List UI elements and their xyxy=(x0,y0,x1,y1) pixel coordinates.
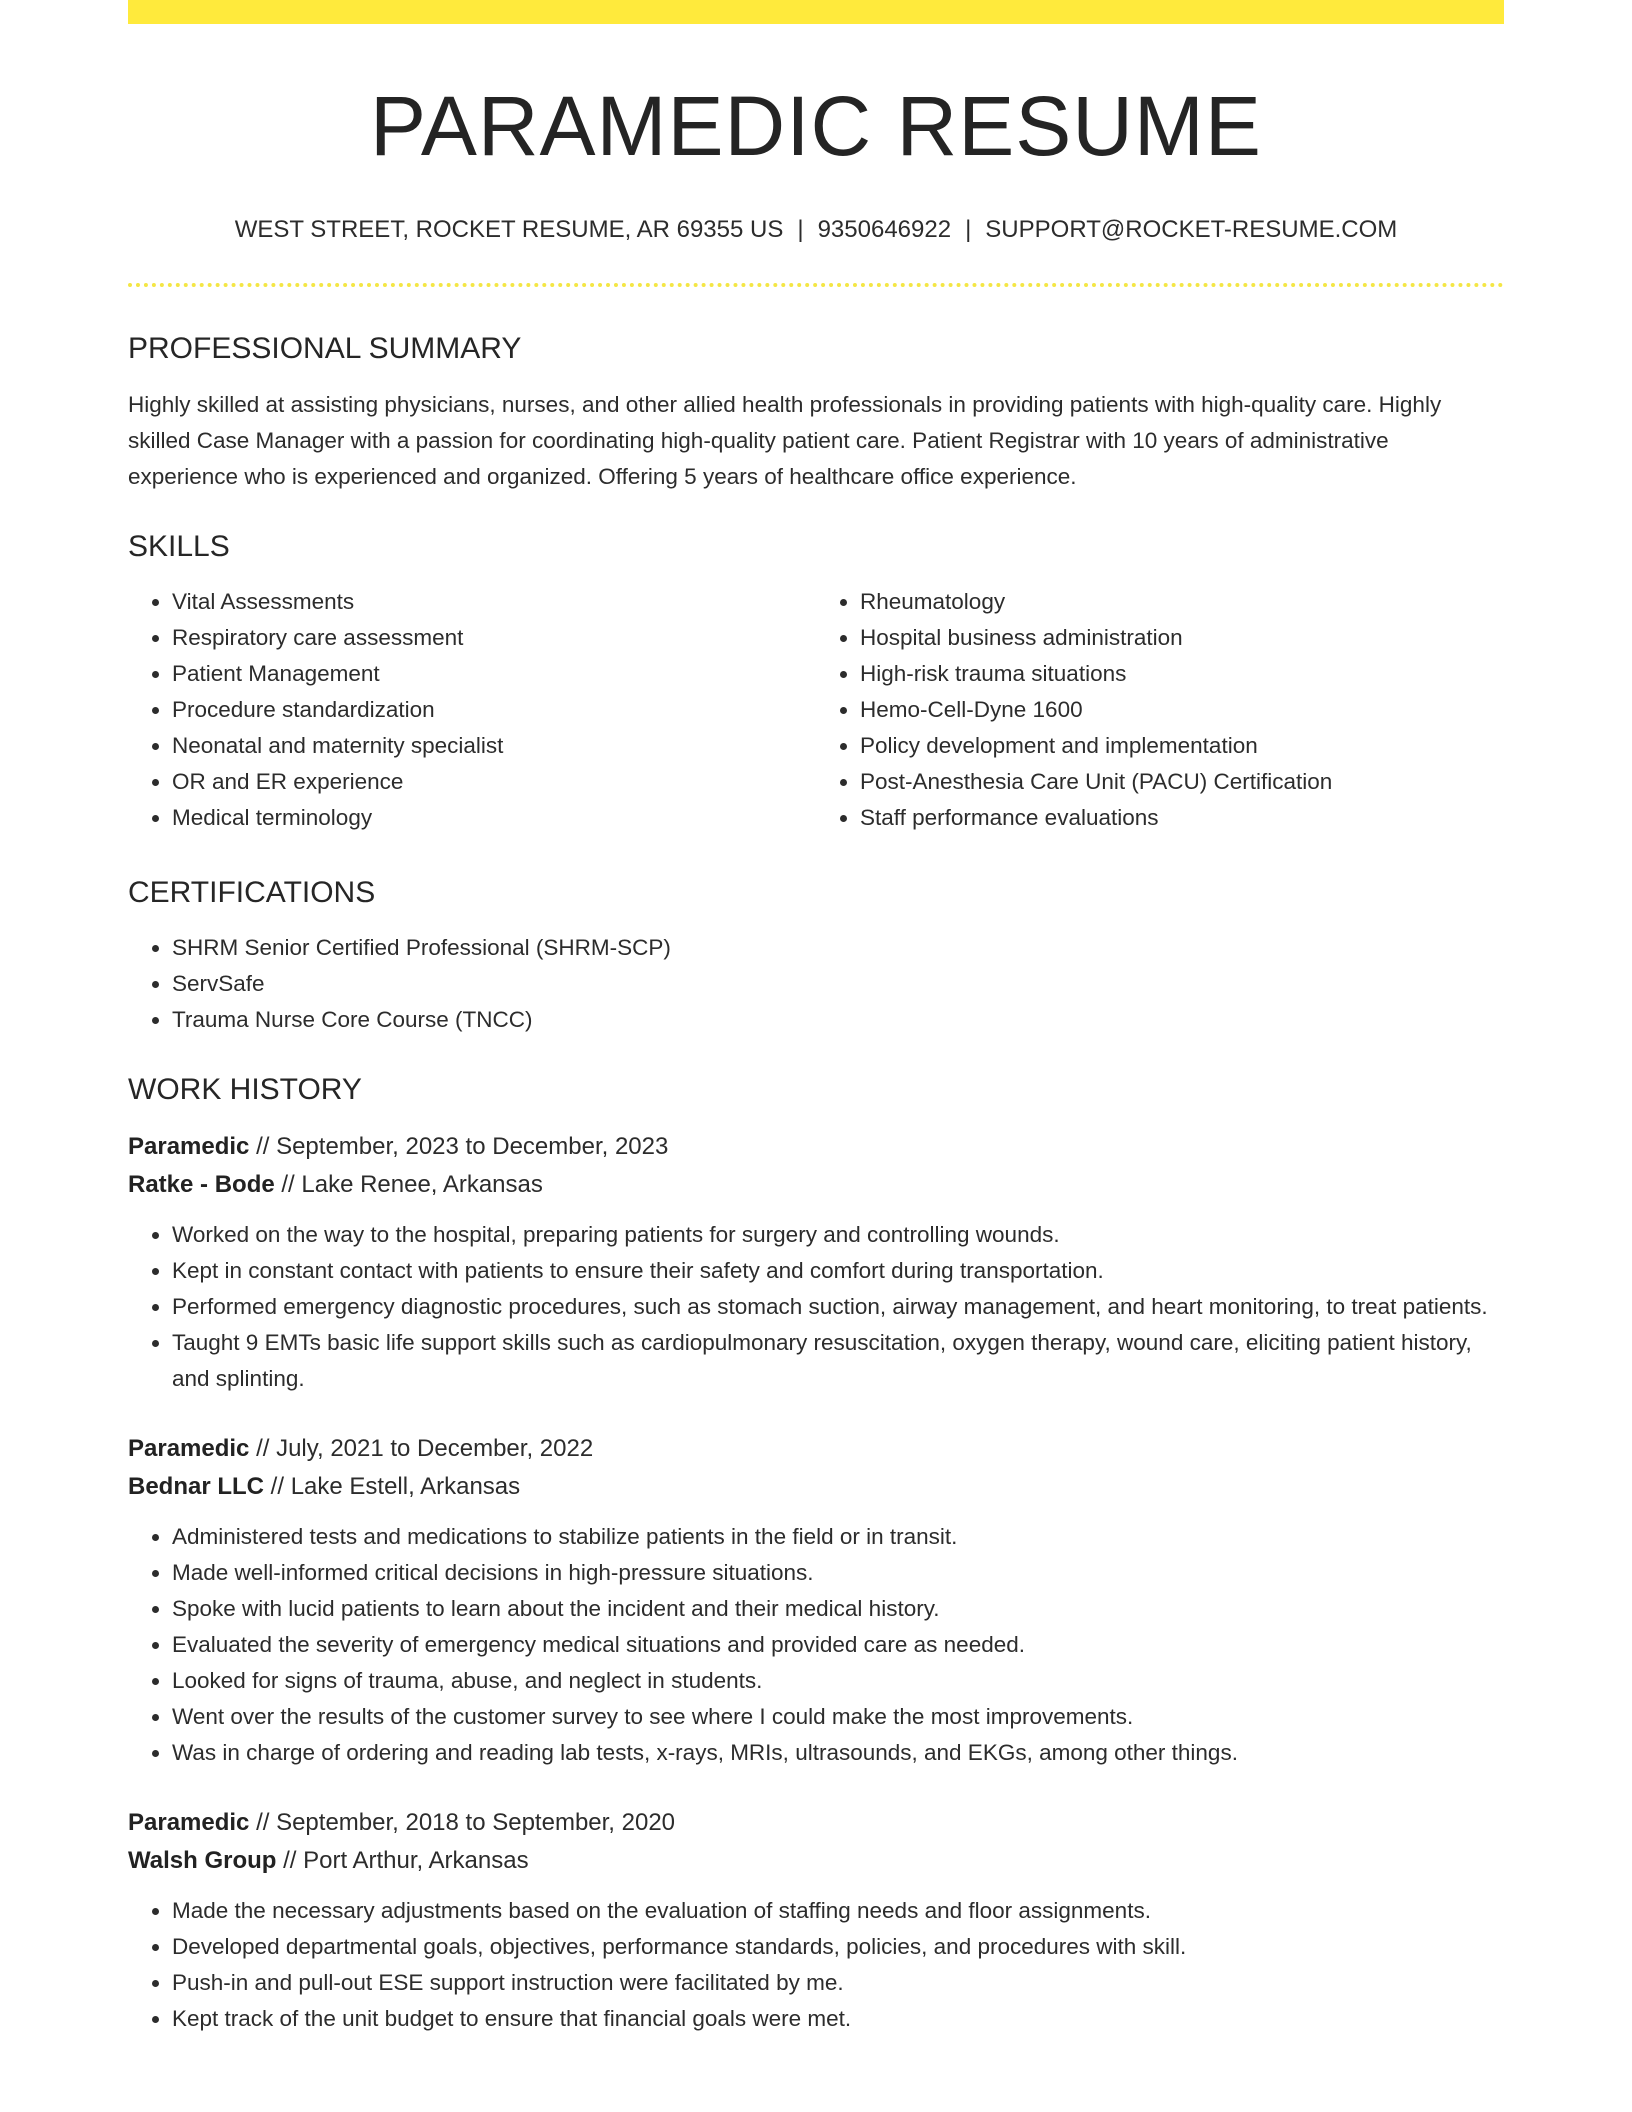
list-item: • Neonatal and maternity specialist xyxy=(172,728,816,764)
contact-separator: | xyxy=(965,216,972,243)
list-item: • Looked for signs of trauma, abuse, and neglect in students. xyxy=(172,1663,1504,1699)
job-entry xyxy=(128,1804,1504,2037)
job-dates: // September, 2018 to September, 2020 xyxy=(249,1809,676,1836)
list-item: • Staff performance evaluations xyxy=(860,800,1504,836)
list-item: • Procedure standardization xyxy=(172,692,816,728)
list-item: • Rheumatology xyxy=(860,584,1504,620)
job-company: Ratke - Bode xyxy=(128,1171,275,1198)
list-item: • Evaluated the severity of emergency medical situations and provided care as needed. xyxy=(172,1627,1504,1663)
list-item: • Was in charge of ordering and reading lab tests, x-rays, MRIs, ultrasounds, and EKGs, among other things. xyxy=(172,1735,1504,1771)
job-title: Paramedic xyxy=(128,1809,250,1836)
list-item: • Kept in constant contact with patients to ensure their safety and comfort during transportation. xyxy=(172,1253,1504,1289)
list-item: • OR and ER experience xyxy=(172,764,816,800)
list-item: • Worked on the way to the hospital, preparing patients for surgery and controlling wounds. xyxy=(172,1217,1504,1253)
section-heading: PROFESSIONAL SUMMARY xyxy=(128,332,522,365)
section-heading: WORK HISTORY xyxy=(128,1073,362,1106)
list-item: • Spoke with lucid patients to learn about the incident and their medical history. xyxy=(172,1591,1504,1627)
work-history-section xyxy=(128,1075,1504,2037)
list-item: • Vital Assessments xyxy=(172,584,816,620)
list-item: • Medical terminology xyxy=(172,800,816,836)
section-heading: SKILLS xyxy=(128,530,230,563)
skills-section xyxy=(128,532,1504,836)
list-item: • Hemo-Cell-Dyne 1600 xyxy=(860,692,1504,728)
certifications-list xyxy=(128,930,1504,1038)
job-company-line xyxy=(128,1468,1504,1506)
list-item: • Respiratory care assessment xyxy=(172,620,816,656)
certifications-section xyxy=(128,878,1504,1038)
list-item: • Push-in and pull-out ESE support instruction were facilitated by me. xyxy=(172,1965,1504,2001)
list-item: • Hospital business administration xyxy=(860,620,1504,656)
job-company: Walsh Group xyxy=(128,1847,277,1874)
job-title-line xyxy=(128,1430,1504,1468)
accent-top-bar xyxy=(128,0,1504,24)
list-item: • Administered tests and medications to stabilize patients in the field or in transit. xyxy=(172,1519,1504,1555)
job-entry xyxy=(128,1128,1504,1397)
contact-separator: | xyxy=(797,216,804,243)
job-company: Bednar LLC xyxy=(128,1473,265,1500)
professional-summary-section xyxy=(128,334,1504,495)
job-dates: // July, 2021 to December, 2022 xyxy=(249,1435,594,1462)
job-bullets xyxy=(128,1893,1504,2037)
skills-list-right xyxy=(816,584,1504,836)
list-item: • Taught 9 EMTs basic life support skills such as cardiopulmonary resuscitation, oxygen therapy, wound care, eliciting patient history, and splinting. xyxy=(172,1325,1504,1397)
list-item: • Patient Management xyxy=(172,656,816,692)
list-item: • High-risk trauma situations xyxy=(860,656,1504,692)
job-company-line xyxy=(128,1842,1504,1880)
contact-email: SUPPORT@ROCKET-RESUME.COM xyxy=(985,216,1398,243)
section-heading: CERTIFICATIONS xyxy=(128,876,376,909)
list-item: • Performed emergency diagnostic procedures, such as stomach suction, airway management, and heart monitoring, to treat patients. xyxy=(172,1289,1504,1325)
job-dates: // September, 2023 to December, 2023 xyxy=(249,1133,669,1160)
dotted-divider xyxy=(128,283,1504,287)
list-item: • ServSafe xyxy=(172,966,1504,1002)
job-bullets xyxy=(128,1519,1504,1771)
contact-phone: 9350646922 xyxy=(817,216,952,243)
skills-columns xyxy=(128,584,1504,836)
job-company-line xyxy=(128,1166,1504,1204)
list-item: • Trauma Nurse Core Course (TNCC) xyxy=(172,1002,1504,1038)
contact-line xyxy=(128,218,1504,242)
job-location: // Lake Estell, Arkansas xyxy=(264,1473,521,1500)
skills-list-left xyxy=(128,584,816,836)
resume-page xyxy=(128,0,1504,2037)
job-location: // Port Arthur, Arkansas xyxy=(276,1847,529,1874)
summary-text: Highly skilled at assisting physicians, nurses, and other allied health professionals in providing patients with high-quality care. Highly skilled Case Manager with a passion for coordinating high-quality patient care. Patient Registrar with 10 years of administrative experience who is experienced and organized. Offering 5 years of healthcare office experience. xyxy=(128,392,1442,489)
job-title-line xyxy=(128,1804,1504,1842)
job-title: Paramedic xyxy=(128,1435,250,1462)
list-item: • Post-Anesthesia Care Unit (PACU) Certification xyxy=(860,764,1504,800)
job-entry xyxy=(128,1430,1504,1771)
list-item: • Developed departmental goals, objectives, performance standards, policies, and procedures with skill. xyxy=(172,1929,1504,1965)
list-item: • SHRM Senior Certified Professional (SHRM-SCP) xyxy=(172,930,1504,966)
list-item: • Made the necessary adjustments based on the evaluation of staffing needs and floor assignments. xyxy=(172,1893,1504,1929)
job-title: Paramedic xyxy=(128,1133,250,1160)
job-title-line xyxy=(128,1128,1504,1166)
job-location: // Lake Renee, Arkansas xyxy=(274,1171,543,1198)
list-item: • Policy development and implementation xyxy=(860,728,1504,764)
list-item: • Kept track of the unit budget to ensure that financial goals were met. xyxy=(172,2001,1504,2037)
job-bullets xyxy=(128,1217,1504,1397)
contact-address: WEST STREET, ROCKET RESUME, AR 69355 US xyxy=(234,216,784,243)
resume-title: PARAMEDIC RESUME xyxy=(370,79,1262,173)
list-item: • Made well-informed critical decisions in high-pressure situations. xyxy=(172,1555,1504,1591)
list-item: • Went over the results of the customer survey to see where I could make the most improvements. xyxy=(172,1699,1504,1735)
